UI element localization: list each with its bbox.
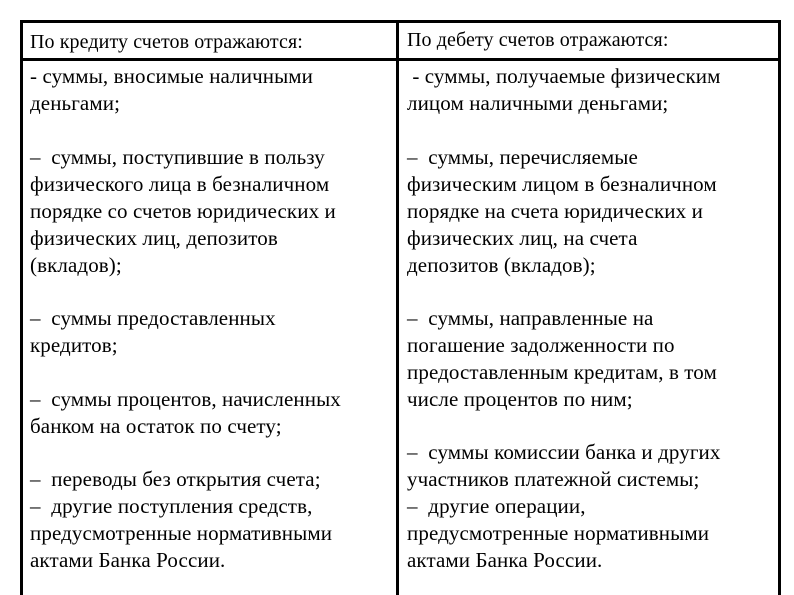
header-credit: По кредиту счетов отражаются: [30, 31, 303, 53]
credit-line: - суммы, вносимые наличными [30, 64, 314, 88]
credit-line: актами Банка России. [30, 548, 226, 572]
debit-line: депозитов (вкладов); [407, 253, 596, 277]
credit-line: – суммы, поступившие в пользу [30, 145, 325, 169]
credit-line: банком на остаток по счету; [30, 414, 282, 438]
debit-line: – суммы, перечисляемые [407, 145, 638, 169]
debit-line: предоставленным кредитам, в том [407, 360, 717, 384]
debit-line: – другие операции, [407, 494, 586, 518]
credit-line: – суммы предоставленных [30, 306, 276, 330]
debit-line: физических лиц, на счета [407, 226, 638, 250]
column-divider [396, 20, 399, 595]
credit-line: – переводы без открытия счета; [30, 467, 321, 491]
credit-line: физических лиц, депозитов [30, 226, 278, 250]
credit-line: предусмотренные нормативными [30, 521, 333, 545]
debit-line: погашение задолженности по [407, 333, 675, 357]
debit-line: физическим лицом в безналичном [407, 172, 717, 196]
debit-line: предусмотренные нормативными [407, 521, 710, 545]
table-left-border [20, 20, 23, 595]
debit-line: – суммы, направленные на [407, 306, 654, 330]
credit-line: порядке со счетов юридических и [30, 199, 336, 223]
credit-line: – другие поступления средств, [30, 494, 313, 518]
debit-line: порядке на счета юридических и [407, 199, 703, 223]
debit-line: участников платежной системы; [407, 467, 700, 491]
credit-line: деньгами; [30, 91, 121, 115]
header-divider [20, 58, 781, 61]
debit-line: числе процентов по ним; [407, 387, 633, 411]
debit-line: – суммы комиссии банка и других [407, 440, 721, 464]
table-right-border [778, 20, 781, 595]
credit-line: кредитов; [30, 333, 118, 357]
debit-line: - суммы, получаемые физическим [407, 64, 721, 88]
credit-line: (вкладов); [30, 253, 122, 277]
debit-line: лицом наличными деньгами; [407, 91, 669, 115]
table-top-border [20, 20, 781, 23]
credit-line: – суммы процентов, начисленных [30, 387, 341, 411]
debit-line: актами Банка России. [407, 548, 603, 572]
credit-line: физического лица в безналичном [30, 172, 330, 196]
header-debit: По дебету счетов отражаются: [407, 29, 669, 51]
